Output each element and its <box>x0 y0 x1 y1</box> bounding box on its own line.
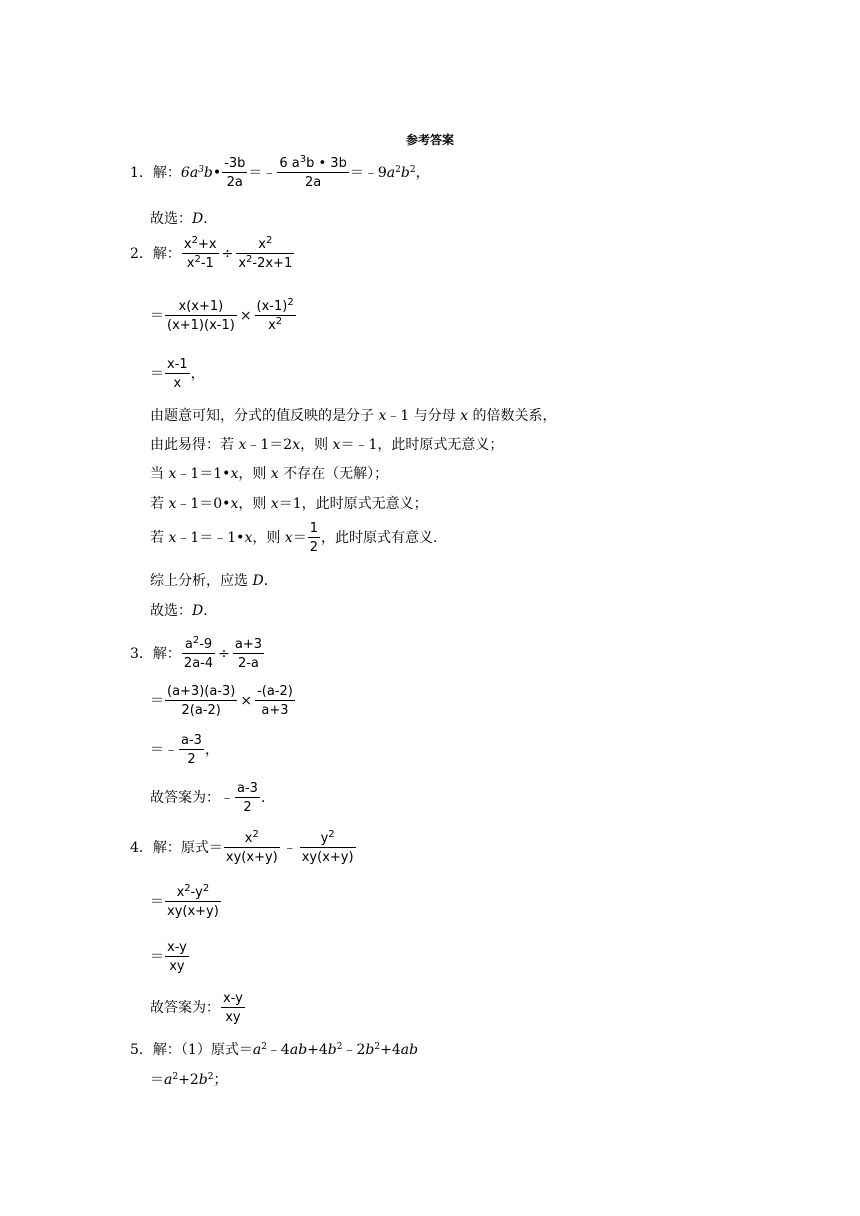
q4-fraction-4: $\frac{x-y}{xy}$ <box>167 940 187 974</box>
q2-number: 2． <box>130 246 153 262</box>
q2-text-2: 由此易得：若 x﹣1＝2x，则 x＝﹣1，此时原式无意义； <box>150 437 504 453</box>
q1-choose: 故选：D． <box>150 211 218 227</box>
q2-fraction-3: $\frac{x(x+1)}{(x+1)(x-1)}$ <box>167 299 235 333</box>
q3-fraction-3: $\frac{(a+3)(a-3)}{2(a-2)}$ <box>167 684 236 718</box>
q3-fraction-5: $\frac{a-3}{2}$ <box>181 733 202 767</box>
q3-line-2: ＝ $\frac{(a+3)(a-3)}{2(a-2)}$ × $\frac{-(a-2)}{a+3}$ <box>150 684 293 718</box>
q2-fraction-5: $\frac{x-1}{x}$ <box>167 357 188 391</box>
q4-fraction-1: $\frac{x^2}{xy(x+y)}$ <box>225 829 278 865</box>
q4-line-2: ＝ $\frac{x^2-y^2}{xy(x+y)}$ <box>150 883 219 919</box>
q5-line-1: 5．解：（1）原式$=a^2﹣4ab+4b^2﹣2b^2+4ab$ <box>130 1042 419 1058</box>
q1-fraction-2: $\frac{6 a^3b • 3b}{2a}$ <box>279 154 347 190</box>
q1-jie: 解： <box>152 165 181 181</box>
q1-eq-neg: ＝﹣ <box>248 165 277 181</box>
q3-fraction-2: $\frac{a+3}{2-a}$ <box>234 637 262 671</box>
q3-answer: 故答案为：﹣ $\frac{a-3}{2}$ ． <box>150 781 275 815</box>
divide-sign: ÷ <box>221 246 234 262</box>
q2-fraction-2: $\frac{x^2}{x^2-2x+1}$ <box>238 235 293 271</box>
q2-text-1: 由题意可知，分式的值反映的是分子 x﹣1 与分母 x 的倍数关系， <box>150 408 557 424</box>
q2-eq: ＝ <box>150 308 164 324</box>
q4-line-3: ＝ $\frac{x-y}{xy}$ <box>150 940 187 974</box>
page-title: 参考答案 <box>406 133 455 147</box>
q2-line-2 <box>150 297 297 333</box>
q2-half-fraction: $\frac{1}{2}$ <box>309 521 318 555</box>
q4-line-1: 4．解：原式＝ $\frac{x^2}{xy(x+y)}$ ﹣ $\frac{y^2}{xy(x+y)}$ <box>130 829 354 865</box>
q3-fraction-1: $\frac{a^2-9}{2a-4}$ <box>183 635 214 671</box>
q2-text-5: 若 x﹣1＝﹣1•x，则 x＝ $\frac{1}{2}$ ，此时原式有意义． <box>150 521 447 555</box>
q1-lead: $6a^3b•$ <box>180 165 222 181</box>
q1-number: 1． <box>130 165 153 181</box>
q1-fraction-1: $\frac{-3b}{2a}$ <box>224 156 246 190</box>
q3-fraction-4: $\frac{-(a-2)}{a+3}$ <box>257 684 293 718</box>
q4-answer: 故答案为： $\frac{x-y}{xy}$ <box>150 991 243 1025</box>
q4-fraction-2: $\frac{y^2}{xy(x+y)}$ <box>301 829 354 865</box>
q2-text-7: 故选：D． <box>150 603 218 619</box>
q2-text-3: 当 x﹣1＝1•x，则 x 不存在（无解）； <box>150 466 389 482</box>
q4-answer-fraction: $\frac{x-y}{xy}$ <box>223 991 243 1025</box>
q2-text-6: 综上分析，应选 D． <box>150 573 278 589</box>
q2-text-4: 若 x﹣1＝0•x，则 x＝1，此时原式无意义； <box>150 496 428 512</box>
q3-line-3: ＝﹣ $\frac{a-3}{2}$ ， <box>150 733 219 767</box>
q2-fraction-1: $\frac{x^2+x}{x^2-1}$ <box>183 235 217 271</box>
q4-fraction-3: $\frac{x^2-y^2}{xy(x+y)}$ <box>167 883 219 919</box>
q2-line-1 <box>130 235 295 271</box>
q2-jie: 解： <box>152 246 181 262</box>
q1-result: $=﹣9a^2b^2$， <box>349 165 430 181</box>
q3-line-1: 3．解： $\frac{a^2-9}{2a-4}$ ÷ $\frac{a+3}{2-a}$ <box>130 635 262 671</box>
q3-answer-fraction: $\frac{a-3}{2}$ <box>237 781 258 815</box>
q1-line <box>130 154 430 190</box>
times-sign: × <box>239 308 252 324</box>
q2-fraction-4: $\frac{(x-1)^2}{x^2}$ <box>256 297 294 333</box>
q2-line-3: ＝ $\frac{x-1}{x}$ ， <box>150 357 205 391</box>
q5-line-2: $=a^2+2b^2$； <box>150 1072 228 1088</box>
